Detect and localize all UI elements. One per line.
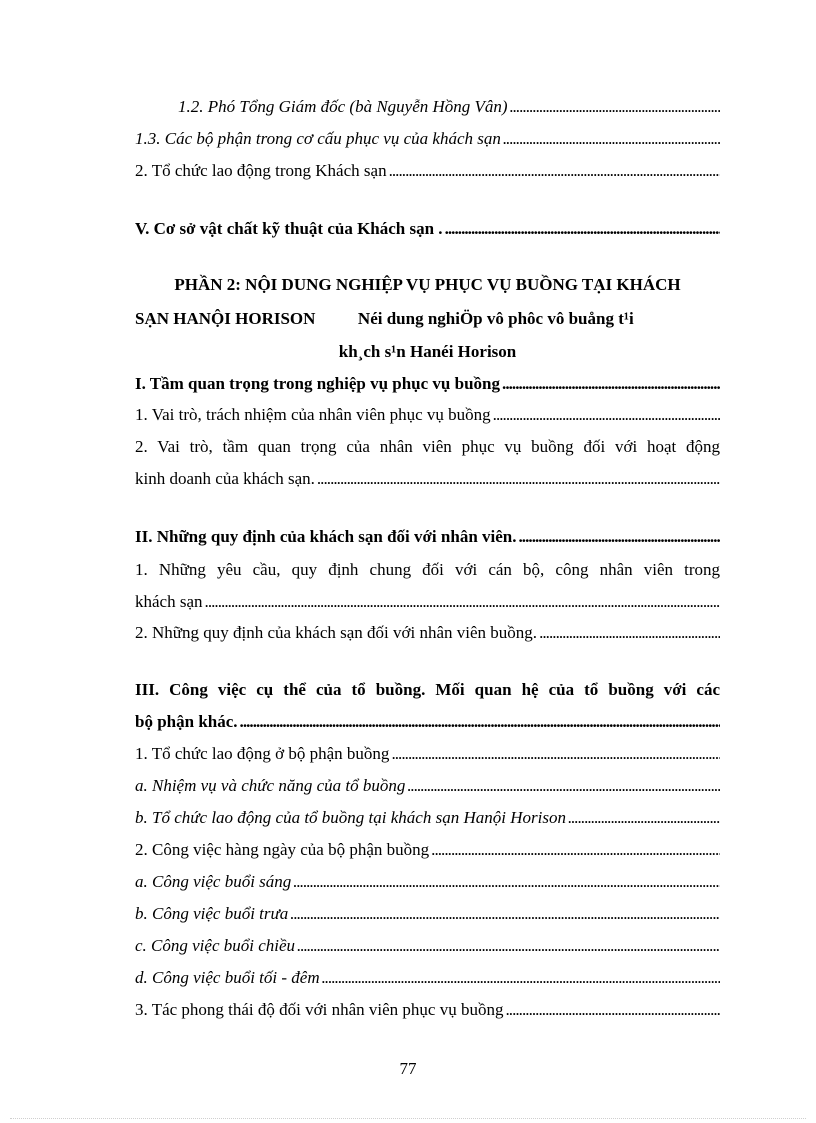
toc-entry-text: 1.3. Các bộ phận trong cơ cấu phục vụ của khách sạn (135, 129, 501, 148)
toc-entry-text: 2. Những quy định của khách sạn đối với nhân viên buồng. (135, 623, 538, 642)
toc-entry-text: a. Nhiệm vụ và chức năng của tổ buồng (135, 776, 406, 795)
toc-entry[interactable] (135, 467, 720, 491)
toc-entry-text: b. Công việc buổi trưa (135, 904, 289, 923)
toc-entry-text: V. Cơ sở vật chất kỹ thuật của Khách sạn . (135, 219, 443, 238)
dot-leader (297, 934, 720, 958)
dot-leader (290, 902, 720, 926)
toc-entry[interactable] (135, 838, 720, 862)
toc-entry[interactable] (135, 742, 720, 766)
dot-leader (205, 590, 720, 614)
toc-entry-text: I. Tầm quan trọng trong nghiệp vụ phục vụ buồng (135, 374, 501, 393)
toc-entry-text: 1. Tổ chức lao động ở bộ phận buồng (135, 744, 390, 763)
toc-entry-text: khách sạn (135, 592, 203, 611)
dot-leader (502, 372, 720, 396)
dot-leader (445, 217, 720, 241)
toc-entry[interactable] (135, 159, 720, 183)
toc-entry-text[interactable]: 2. Vai trò, tầm quan trọng của nhân viên phục vụ buồng đối với hoạt động (135, 437, 720, 456)
toc-section-heading[interactable] (135, 525, 720, 549)
dot-leader (431, 838, 720, 862)
toc-section-heading[interactable] (135, 710, 720, 734)
part-heading: SẠN HANỘI HORISON Néi dung nghiÖp vô phôc vô buång t¹i (135, 309, 634, 328)
toc-entry-text: kinh doanh của khách sạn. (135, 469, 315, 488)
dot-leader (293, 870, 720, 894)
toc-entry[interactable] (135, 127, 720, 151)
toc-entry-text: d. Công việc buổi tối - đêm (135, 968, 320, 987)
toc-entry[interactable] (135, 934, 720, 958)
dot-leader (568, 806, 720, 830)
toc-entry-text: c. Công việc buổi chiều (135, 936, 296, 955)
part-heading: PHẦN 2: NỘI DUNG NGHIỆP VỤ PHỤC VỤ BUỒNG TẠI KHÁCH (174, 275, 681, 294)
toc-section-heading[interactable] (135, 217, 720, 241)
toc-entry-text: 1. Vai trò, trách nhiệm của nhân viên phục vụ buồng (135, 405, 491, 424)
toc-entry-text: a. Công việc buổi sáng (135, 872, 292, 891)
toc-entry[interactable] (135, 870, 720, 894)
toc-entry-text: 2. Công việc hàng ngày của bộ phận buồng (135, 840, 430, 859)
toc-entry[interactable] (135, 998, 720, 1022)
dot-leader (407, 774, 720, 798)
toc-entry-text: b. Tổ chức lao động của tổ buồng tại khách sạn Hanội Horison (135, 808, 566, 827)
toc-entry[interactable] (178, 95, 720, 119)
toc-entry[interactable] (135, 774, 720, 798)
dot-leader (240, 710, 720, 734)
dot-leader (503, 127, 720, 151)
dot-leader (519, 525, 721, 549)
dot-leader (389, 159, 720, 183)
toc-entry-text: II. Những quy định của khách sạn đối với nhân viên. (135, 527, 517, 546)
toc-section-heading[interactable] (135, 372, 720, 396)
toc-entry[interactable] (135, 403, 720, 427)
dot-leader (317, 467, 720, 491)
page-number: 77 (399, 1059, 417, 1078)
toc-entry[interactable] (135, 806, 720, 830)
dot-leader (510, 95, 720, 119)
toc-section-heading[interactable]: III. Công việc cụ thể của tổ buồng. Mối quan hệ của tổ buồng với các (135, 680, 720, 699)
part-heading: kh¸ch s¹n Hanéi Horison (338, 342, 517, 361)
toc-entry-text: bộ phận khác. (135, 712, 238, 731)
dot-leader (505, 998, 720, 1022)
toc-entry[interactable] (135, 902, 720, 926)
dot-leader (493, 403, 720, 427)
dot-leader (391, 742, 720, 766)
toc-entry-text: 1.2. Phó Tổng Giám đốc (bà Nguyễn Hồng Vân) (178, 97, 508, 116)
dot-leader (539, 621, 720, 645)
toc-entry-text: 2. Tổ chức lao động trong Khách sạn (135, 161, 387, 180)
toc-entry-text[interactable]: 1. Những yêu cầu, quy định chung đối với cán bộ, công nhân viên trong (135, 560, 720, 579)
dot-leader (322, 966, 720, 990)
page-bottom-divider (10, 1118, 806, 1119)
toc-entry[interactable] (135, 966, 720, 990)
toc-entry[interactable] (135, 590, 720, 614)
toc-entry-text: 3. Tác phong thái độ đối với nhân viên phục vụ buồng (135, 1000, 504, 1019)
toc-entry[interactable] (135, 621, 720, 645)
